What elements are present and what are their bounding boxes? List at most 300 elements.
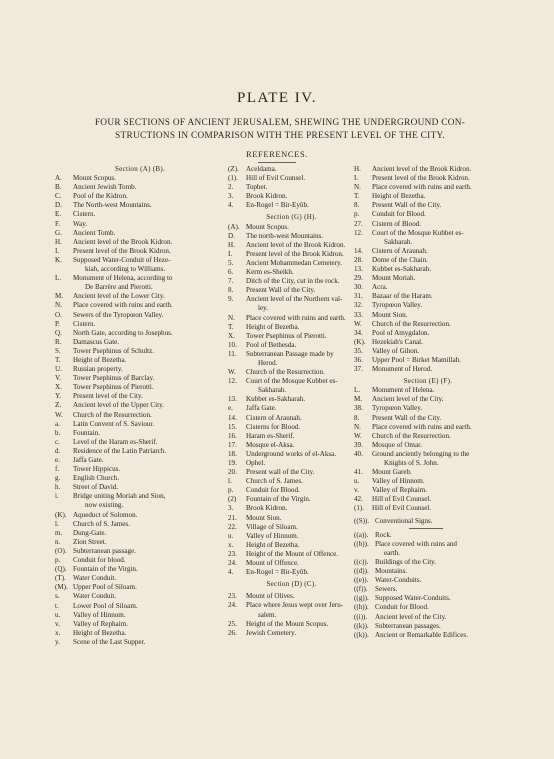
reference-label: Mount Gareb. bbox=[372, 468, 412, 477]
reference-label: Cistern of Araunah. bbox=[246, 413, 302, 422]
reference-key: l. bbox=[55, 519, 59, 528]
reference-key: x. bbox=[228, 540, 234, 549]
reference-label: Supposed Water-Conduits. bbox=[375, 594, 451, 603]
reference-label: Cistern of Araunah. bbox=[372, 246, 428, 255]
reference-entry bbox=[55, 320, 225, 329]
reference-key: 13. bbox=[228, 395, 237, 404]
reference-key: E. bbox=[55, 210, 62, 219]
reference-entry bbox=[228, 295, 355, 304]
reference-label: Present Wall of the City. bbox=[372, 413, 442, 422]
reference-label: Height of the Mount of Offence. bbox=[246, 549, 339, 558]
reference-entry bbox=[55, 183, 225, 192]
section-heading: Section (A) (B). bbox=[114, 165, 166, 173]
reference-key: 23. bbox=[228, 592, 237, 601]
reference-entry bbox=[354, 165, 502, 174]
reference-label: Pool of the Kidron. bbox=[73, 192, 128, 201]
reference-key: ((g)). bbox=[354, 594, 369, 603]
reference-entry bbox=[228, 395, 355, 404]
reference-label: Haram es-Sherif. bbox=[246, 431, 295, 440]
reference-entry bbox=[354, 311, 502, 320]
reference-label: Sewers of the Tyropœon Valley. bbox=[73, 310, 164, 319]
reference-key: 13. bbox=[354, 265, 363, 274]
reference-key: H. bbox=[55, 237, 62, 246]
reference-key: G. bbox=[55, 228, 62, 237]
reference-entry bbox=[55, 401, 225, 410]
reference-entry bbox=[354, 329, 502, 338]
reference-continuation: Sakharah. bbox=[384, 237, 413, 246]
reference-continuation: now existing. bbox=[85, 501, 124, 510]
reference-entry bbox=[55, 529, 225, 538]
reference-key: ((c)). bbox=[354, 557, 369, 566]
reference-entry bbox=[354, 183, 502, 192]
reference-label: The North-west Mountains. bbox=[73, 201, 152, 210]
reference-entry bbox=[228, 432, 355, 441]
signs-rule bbox=[354, 526, 502, 531]
reference-key: 30. bbox=[354, 283, 363, 292]
reference-entry bbox=[354, 603, 502, 612]
reference-entry bbox=[228, 183, 355, 192]
reference-label: Church of the Resurrection. bbox=[73, 410, 152, 419]
reference-entry bbox=[354, 395, 502, 404]
reference-entry bbox=[354, 567, 502, 576]
reference-entry bbox=[55, 329, 225, 338]
reference-key: 39. bbox=[354, 440, 363, 449]
reference-entry bbox=[354, 495, 502, 504]
reference-entry bbox=[354, 585, 502, 594]
reference-entry bbox=[228, 459, 355, 468]
reference-key: f. bbox=[55, 465, 60, 474]
reference-key: (K). bbox=[354, 337, 366, 346]
reference-entry bbox=[354, 347, 502, 356]
reference-entry bbox=[228, 532, 355, 541]
reference-continuation: Knights of S. John. bbox=[384, 459, 439, 467]
reference-key: W. bbox=[354, 431, 362, 440]
reference-entry bbox=[228, 341, 355, 350]
reference-entry bbox=[55, 492, 225, 501]
reference-key: U. bbox=[55, 365, 62, 374]
reference-entry bbox=[354, 468, 502, 477]
reference-key: v. bbox=[55, 619, 60, 628]
reference-key: 28. bbox=[354, 255, 363, 264]
reference-key: Z. bbox=[55, 401, 62, 410]
reference-entry bbox=[55, 292, 225, 301]
reference-entry bbox=[354, 265, 502, 274]
reference-label: The north-west Mountains. bbox=[246, 231, 324, 240]
reference-entry bbox=[55, 520, 225, 529]
reference-key: ((h)). bbox=[354, 603, 369, 612]
reference-label: Ancient level of the Brook Kidron. bbox=[372, 165, 472, 173]
reference-label: Monument of Helena. bbox=[372, 386, 435, 395]
reference-label: Valley of Hinnom. bbox=[73, 610, 126, 619]
reference-label: Ancient Tomb. bbox=[73, 228, 116, 237]
reference-entry bbox=[354, 622, 502, 631]
reference-entry bbox=[354, 504, 502, 513]
reference-entry bbox=[228, 523, 355, 532]
reference-entry bbox=[55, 229, 225, 238]
reference-entry bbox=[228, 250, 355, 259]
reference-entry bbox=[228, 323, 355, 332]
reference-label: Jaffa Gate. bbox=[73, 456, 104, 464]
reference-key: 14. bbox=[228, 413, 237, 422]
reference-key: 38. bbox=[354, 404, 363, 413]
reference-label: Mount of Olives. bbox=[246, 592, 295, 601]
subtitle-line: FOUR SECTIONS OF ANCIENT JERUSALEM, SHEWING THE UNDERGROUND CON- bbox=[94, 118, 466, 128]
reference-key: M. bbox=[354, 395, 363, 404]
reference-label: Ophel. bbox=[246, 459, 266, 467]
reference-entry bbox=[354, 192, 502, 201]
reference-entry bbox=[228, 477, 355, 486]
reference-key: 20. bbox=[228, 468, 237, 477]
reference-key: 26. bbox=[228, 628, 237, 637]
reference-key: u. bbox=[354, 477, 360, 486]
reference-entry bbox=[55, 220, 225, 229]
reference-entry bbox=[228, 592, 355, 601]
reference-label: Mount Scopus. bbox=[246, 222, 289, 231]
reference-label: Buildings of the City. bbox=[375, 557, 437, 566]
reference-key: 31. bbox=[354, 292, 363, 301]
reference-key: W. bbox=[354, 319, 362, 328]
reference-label: Tower Psephinus of Pierotti. bbox=[246, 331, 327, 340]
reference-entry bbox=[55, 456, 225, 465]
reference-key: L. bbox=[55, 274, 62, 283]
reference-label: Place covered with ruins and earth. bbox=[372, 183, 472, 192]
reference-key: 2. bbox=[228, 183, 234, 192]
reference-key: ((k)). bbox=[354, 621, 369, 630]
reference-key: C. bbox=[55, 192, 62, 201]
reference-key: N. bbox=[354, 183, 361, 192]
reference-entry bbox=[55, 247, 225, 256]
reference-label: Tower Psephinus of Barclay. bbox=[73, 374, 155, 383]
reference-label: En-Rogel = Bir-Eyûb. bbox=[246, 568, 309, 577]
reference-entry bbox=[354, 320, 502, 329]
reference-entry bbox=[354, 477, 502, 486]
reference-key: 29. bbox=[354, 274, 363, 283]
reference-entry bbox=[55, 465, 225, 474]
reference-key: H. bbox=[354, 165, 361, 173]
reference-label: Ancient level of the City. bbox=[375, 612, 447, 621]
reference-entry bbox=[55, 620, 225, 629]
reference-entry bbox=[55, 429, 225, 438]
reference-label: Bazaar of the Haram. bbox=[372, 292, 433, 301]
reference-entry bbox=[55, 174, 225, 183]
reference-key: N. bbox=[354, 422, 361, 431]
reference-entry bbox=[354, 201, 502, 210]
reference-label: Fountain. bbox=[73, 428, 100, 437]
reference-key: p. bbox=[55, 556, 61, 565]
reference-key: N. bbox=[228, 313, 235, 322]
reference-label: Conduit for Blood. bbox=[372, 210, 426, 219]
reference-entry bbox=[228, 332, 355, 341]
reference-label: Ancient level of the Brook Kidron. bbox=[73, 237, 173, 246]
reference-label: Mount Sion. bbox=[372, 310, 408, 319]
reference-label: Court of the Mosque Kubbet es- bbox=[246, 377, 338, 386]
reference-label: Church of the Resurrection. bbox=[372, 431, 451, 440]
reference-label: Cistern. bbox=[73, 319, 96, 328]
reference-entry bbox=[55, 592, 225, 601]
reference-entry bbox=[55, 602, 225, 611]
reference-entry bbox=[228, 550, 355, 559]
reference-key: 33. bbox=[354, 310, 363, 319]
reference-label: Ancient Jewish Tomb. bbox=[73, 183, 137, 192]
reference-entry bbox=[55, 629, 225, 638]
reference-key: 6. bbox=[228, 268, 234, 277]
reference-entry bbox=[354, 292, 502, 301]
section-heading: Section (E) (F). bbox=[403, 377, 453, 386]
reference-key: 16. bbox=[228, 431, 237, 440]
reference-key: D. bbox=[55, 201, 62, 210]
reference-key: W. bbox=[228, 368, 236, 377]
reference-key: 15. bbox=[228, 422, 237, 431]
reference-key: W. bbox=[55, 410, 63, 419]
reference-label: Fountain of the Virgin. bbox=[246, 495, 311, 504]
reference-entry bbox=[55, 420, 225, 429]
reference-entry bbox=[228, 620, 355, 629]
reference-key: 12. bbox=[354, 228, 363, 237]
section-heading: Section (G) (H). bbox=[266, 213, 317, 222]
reference-key: 18. bbox=[228, 449, 237, 458]
reference-entry bbox=[55, 556, 225, 565]
reference-key: s. bbox=[55, 592, 60, 601]
reference-key: p. bbox=[354, 210, 360, 219]
reference-key: 11. bbox=[228, 349, 237, 358]
reference-entry bbox=[228, 541, 355, 550]
reference-key: (O). bbox=[55, 546, 67, 555]
reference-key: (A). bbox=[228, 222, 240, 231]
reference-label: Upper Pool of Siloam. bbox=[73, 583, 137, 592]
reference-label: Present Wall of the City. bbox=[372, 201, 442, 210]
reference-entry bbox=[228, 423, 355, 432]
reference-entry bbox=[55, 383, 225, 392]
reference-key: l. bbox=[228, 477, 232, 486]
reference-label: Place covered with ruins and bbox=[375, 539, 457, 548]
reference-key: Y. bbox=[55, 392, 61, 401]
reference-label: Hill of Evil Counsel. bbox=[372, 504, 432, 513]
reference-key: A. bbox=[55, 174, 62, 183]
reference-key: 17. bbox=[228, 440, 237, 449]
reference-label: Dung-Gate. bbox=[73, 528, 107, 537]
reference-key: 42. bbox=[354, 495, 363, 504]
reference-entry bbox=[228, 174, 355, 183]
reference-entry bbox=[354, 450, 502, 459]
reference-key: V. bbox=[55, 374, 61, 383]
reference-label: Valley of Hinnom. bbox=[372, 477, 425, 486]
reference-entry bbox=[228, 268, 355, 277]
reference-entry bbox=[228, 559, 355, 568]
reference-key: (Z). bbox=[228, 165, 239, 173]
reference-entry bbox=[228, 414, 355, 423]
reference-label: Present level of the City. bbox=[73, 392, 143, 401]
reference-key: O. bbox=[55, 310, 62, 319]
reference-label: Residence of the Latin Patriarch. bbox=[73, 446, 167, 455]
reference-entry bbox=[354, 517, 502, 526]
reference-key: 25. bbox=[228, 619, 237, 628]
reference-key: (Q). bbox=[55, 565, 67, 574]
reference-key: M. bbox=[55, 292, 64, 301]
reference-label: Kubbet es-Sakharah. bbox=[372, 265, 432, 274]
reference-entry bbox=[354, 613, 502, 622]
reference-entry bbox=[228, 223, 355, 232]
reference-label: Conventional Signs. bbox=[375, 516, 433, 525]
reference-label: Church of the Resurrection. bbox=[246, 368, 325, 377]
reference-label: Church of S. James. bbox=[73, 519, 130, 528]
reference-entry bbox=[354, 414, 502, 423]
reference-key: p. bbox=[228, 486, 234, 495]
reference-key: N. bbox=[55, 301, 62, 310]
reference-entry bbox=[55, 565, 225, 574]
reference-key: 3. bbox=[228, 192, 234, 201]
reference-key: R. bbox=[55, 337, 62, 346]
reference-label: Height of Bezetha. bbox=[73, 628, 127, 637]
reference-key: ((b)). bbox=[354, 539, 369, 548]
reference-entry bbox=[55, 311, 225, 320]
reference-label: Street of David. bbox=[73, 483, 119, 492]
reference-entry bbox=[354, 576, 502, 585]
reference-continuation: Herod. bbox=[258, 358, 278, 367]
reference-label: En-Rogel = Bir-Eyûb. bbox=[246, 201, 309, 210]
reference-key: 14. bbox=[354, 246, 363, 255]
reference-entry bbox=[55, 238, 225, 247]
reference-entry bbox=[354, 174, 502, 183]
subtitle-line: STRUCTIONS IN COMPARISON WITH THE PRESENT LEVEL OF THE CITY. bbox=[115, 131, 445, 141]
reference-key: 8. bbox=[228, 286, 234, 295]
reference-label: Height of Bezetha. bbox=[246, 322, 300, 331]
reference-label: Tower Psephinus of Pierotti. bbox=[73, 383, 154, 392]
reference-entry bbox=[228, 504, 355, 513]
reference-key: 4. bbox=[228, 568, 234, 577]
reference-key: P. bbox=[55, 319, 60, 328]
reference-key: 37. bbox=[354, 365, 363, 374]
reference-entry bbox=[55, 356, 225, 365]
reference-entry bbox=[55, 210, 225, 219]
reference-label: Height of Bezetha. bbox=[73, 355, 127, 364]
reference-entry bbox=[228, 441, 355, 450]
reference-key: ((i)). bbox=[354, 612, 368, 621]
section-heading: Section (D) (C). bbox=[266, 580, 317, 589]
reference-key: e. bbox=[55, 456, 60, 464]
reference-key: d. bbox=[55, 446, 61, 455]
reference-entry bbox=[55, 411, 225, 420]
reference-label: Cisterns for Blood. bbox=[246, 422, 301, 431]
reference-entry bbox=[354, 247, 502, 256]
reference-label: Tower Psephinus of Schultz. bbox=[73, 346, 155, 355]
reference-label: Hezekiah's Canal. bbox=[372, 337, 423, 346]
reference-entry bbox=[354, 210, 502, 219]
reference-label: Village of Siloam. bbox=[246, 522, 298, 531]
reference-entry bbox=[55, 511, 225, 520]
reference-label: Ancient Mohammedan Cemetery. bbox=[246, 258, 342, 267]
reference-key: i. bbox=[55, 492, 59, 501]
reference-entry bbox=[354, 631, 502, 640]
reference-label: Scene of the Last Supper. bbox=[73, 637, 146, 646]
reference-key: ((a)). bbox=[354, 530, 369, 539]
reference-key: 22. bbox=[228, 522, 237, 531]
reference-key: (M). bbox=[55, 583, 68, 592]
reference-entry bbox=[354, 540, 502, 549]
reference-key: 32. bbox=[354, 301, 363, 310]
reference-entry bbox=[354, 404, 502, 413]
reference-label: Jewish Cemetery. bbox=[246, 628, 296, 637]
reference-entry bbox=[228, 277, 355, 286]
reference-label: Kerm es-Sheikh. bbox=[246, 268, 294, 277]
reference-key: 35. bbox=[354, 346, 363, 355]
reference-label: Ancient level of the Upper City. bbox=[73, 401, 164, 410]
plate-subtitle bbox=[40, 117, 520, 143]
reference-label: Water Conduit. bbox=[73, 592, 117, 601]
reference-key: 40. bbox=[354, 449, 363, 458]
reference-label: Valley of Rephaim. bbox=[73, 619, 128, 628]
reference-key: B. bbox=[55, 183, 62, 192]
reference-key: 4. bbox=[228, 201, 234, 210]
reference-entry bbox=[55, 574, 225, 583]
reference-entry bbox=[354, 486, 502, 495]
reference-entry bbox=[228, 350, 355, 359]
reference-entry bbox=[354, 594, 502, 603]
reference-entry bbox=[354, 386, 502, 395]
reference-continuation: salem. bbox=[258, 610, 277, 619]
reference-key: T. bbox=[228, 322, 234, 331]
reference-label: Kubbet es-Sakharah. bbox=[246, 395, 306, 404]
reference-entry bbox=[55, 474, 225, 483]
reference-key: S. bbox=[55, 346, 61, 355]
reference-key: H. bbox=[228, 240, 235, 249]
reference-label: Pool of Bethesda. bbox=[246, 340, 297, 349]
reference-key: ((k)). bbox=[354, 630, 369, 639]
reference-key: 24. bbox=[228, 559, 237, 568]
reference-label: Present Wall of the City. bbox=[246, 286, 316, 295]
reference-entry bbox=[55, 365, 225, 374]
reference-label: Ancient level of the Northern val- bbox=[246, 295, 343, 304]
reference-label: Dome of the Chain. bbox=[372, 255, 428, 264]
reference-label: Church of the Resurrection. bbox=[372, 319, 451, 328]
reference-label: Conduit for Blood. bbox=[246, 486, 300, 495]
reference-entry bbox=[354, 558, 502, 567]
reference-entry bbox=[55, 447, 225, 456]
reference-entry bbox=[354, 441, 502, 450]
reference-label: Mosque of Omar. bbox=[372, 440, 422, 449]
reference-key: x. bbox=[55, 628, 61, 637]
reference-key: n. bbox=[55, 537, 61, 546]
reference-key: v. bbox=[354, 486, 359, 495]
reference-entry bbox=[55, 611, 225, 620]
reference-entry bbox=[55, 338, 225, 347]
reference-entry bbox=[228, 314, 355, 323]
reference-label: Mount Scopus. bbox=[73, 174, 116, 183]
reference-key: t. bbox=[55, 601, 59, 610]
reference-key: ((e)). bbox=[354, 576, 369, 585]
reference-key: a. bbox=[55, 419, 60, 428]
reference-label: Water Conduit. bbox=[73, 574, 117, 583]
reference-label: Place covered with ruins and earth. bbox=[73, 301, 173, 310]
reference-key: 41. bbox=[354, 468, 363, 477]
reference-entry bbox=[354, 338, 502, 347]
reference-label: Height of Bezetha. bbox=[246, 540, 300, 549]
references-heading: REFERENCES. bbox=[245, 149, 309, 159]
reference-entry bbox=[354, 229, 502, 238]
reference-label: Monument of Helena, according to bbox=[73, 274, 173, 283]
reference-key: Q. bbox=[55, 328, 62, 337]
reference-label: North Gate, according to Josephus. bbox=[73, 328, 173, 337]
reference-label: Conduit for blood. bbox=[73, 556, 126, 565]
reference-key: g. bbox=[55, 474, 61, 483]
reference-label: Zion Street. bbox=[73, 537, 107, 546]
reference-label: Bridge uniting Moriah and Sion, bbox=[73, 492, 166, 501]
reference-entry bbox=[228, 377, 355, 386]
reference-label: Ground anciently belonging to the bbox=[372, 449, 470, 458]
reference-label: Latin Convent of S. Saviour. bbox=[73, 419, 155, 428]
reference-label: Way. bbox=[73, 219, 88, 228]
reference-key: T. bbox=[55, 355, 61, 364]
reference-entry bbox=[228, 259, 355, 268]
